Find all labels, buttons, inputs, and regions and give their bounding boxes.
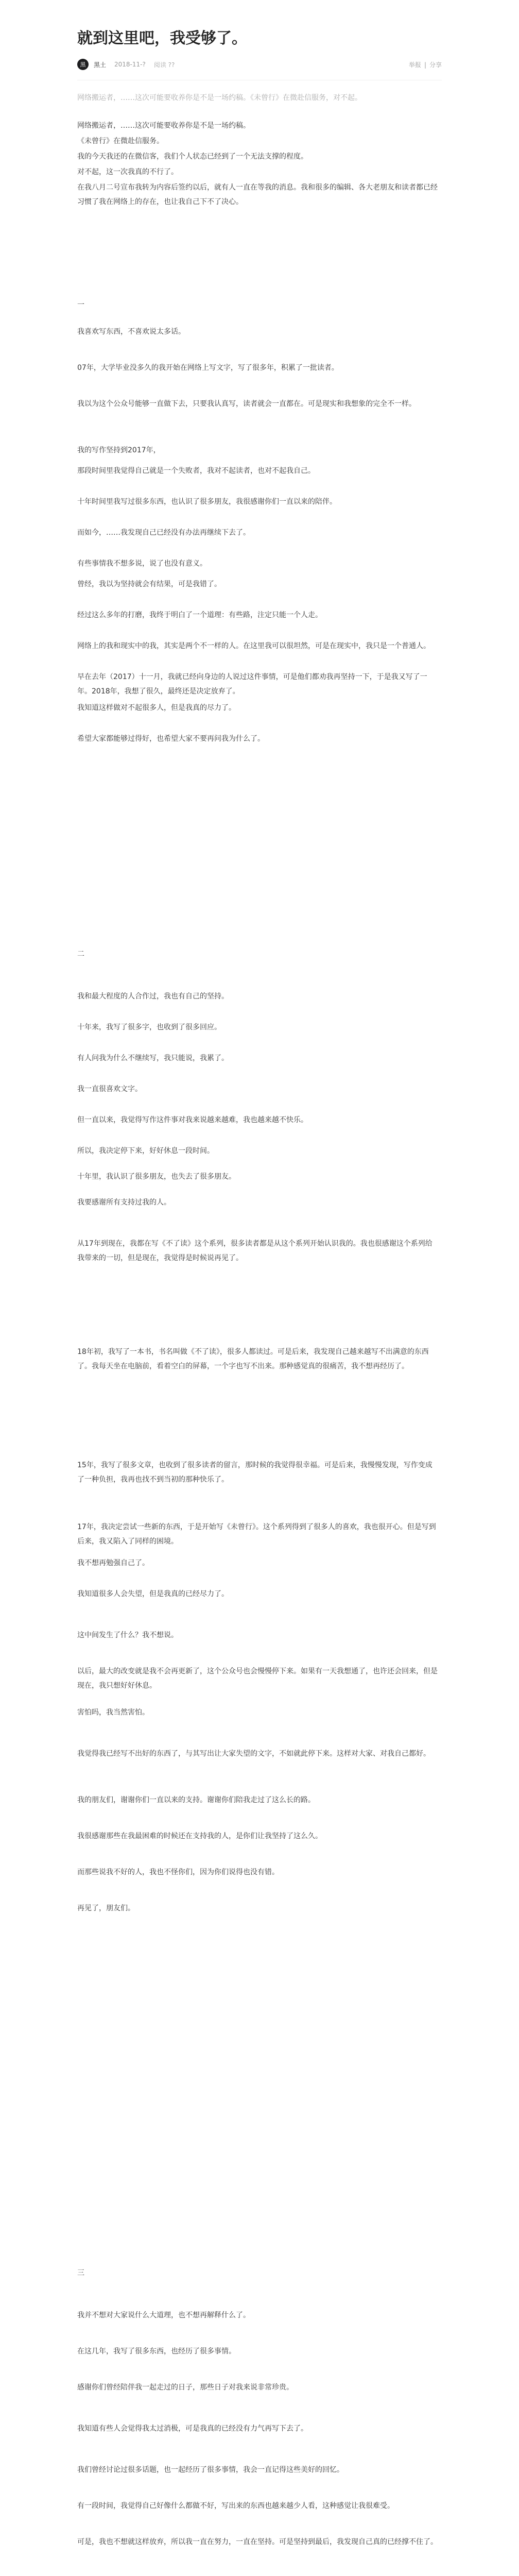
- article-lede: 网络搬运者，……这次可能要收养你是不是一场约稿。《未曾行》在微赴信服务，对不起。: [77, 94, 362, 102]
- body-paragraph: 十年时间里我写过很多东西，也认识了很多朋友，我很感谢你们一直以来的陪伴。: [77, 498, 337, 506]
- body-paragraph: 15年，我写了很多文章，也收到了很多读者的留言，那时候的我觉得很幸福。可是后来，我慢慢发现，写作变成了一种负担，我再也找不到当初的那种快乐了。: [77, 1461, 432, 1484]
- body-paragraph: 我喜欢写东西，不喜欢说太多话。: [77, 328, 185, 336]
- body-paragraph: 害怕吗，我当然害怕。: [77, 1708, 149, 1717]
- body-paragraph: 感谢你们曾经陪伴我一起走过的日子，那些日子对我来说非常珍贵。: [77, 2383, 293, 2392]
- body-paragraph: 在我八月二号宣布我转为内容后签约以后，就有人一直在等我的消息。我和很多的编辑、各大老朋友和读者都已经习惯了我在网络上的存在，也让我自己下不了决心。: [77, 183, 438, 206]
- body-paragraph: 曾经，我以为坚持就会有结果，可是我错了。: [77, 580, 221, 588]
- body-paragraph: 17年，我决定尝试一些新的东西，于是开始写《未曾行》。这个系列得到了很多人的喜欢，我也很开心。但是写到后来，我又陷入了同样的困境。: [77, 1523, 436, 1546]
- section-marker: 一: [77, 301, 84, 309]
- body-paragraph: 07年，大学毕业没多久的我开始在网络上写文字，写了很多年，积累了一批读者。: [77, 364, 339, 372]
- body-paragraph: 我一直很喜欢文字。: [77, 1085, 142, 1093]
- body-paragraph: 我知道有些人会觉得我太过消极，可是我真的已经没有力气再写下去了。: [77, 2425, 308, 2433]
- body-paragraph: 我很感谢那些在我最困难的时候还在支持我的人，是你们让我坚持了这么久。: [77, 1832, 322, 1840]
- avatar[interactable]: [77, 59, 89, 70]
- body-paragraph: 以后，最大的改变就是我不会再更新了，这个公众号也会慢慢停下来。如果有一天我想通了，也许还会回来，但是现在，我只想好好休息。: [77, 1667, 438, 1690]
- body-paragraph: 那段时间里我觉得自己就是一个失败者，我对不起读者，也对不起我自己。: [77, 467, 315, 475]
- body-paragraph: 网络搬运者，……这次可能要收养你是不是一场约稿。: [77, 122, 250, 130]
- meta-actions: 举报 | 分享: [408, 61, 442, 69]
- body-paragraph: 有人问我为什么不继续写，我只能说，我累了。: [77, 1054, 229, 1062]
- body-paragraph: 而那些说我不好的人，我也不怪你们，因为你们说得也没有错。: [77, 1868, 279, 1876]
- body-paragraph: 对不起，这一次我真的不行了。: [77, 168, 178, 176]
- body-paragraph: 有些事情我不想多说，说了也没有意义。: [77, 560, 207, 568]
- body-paragraph: 再见了，朋友们。: [77, 1904, 135, 1912]
- body-paragraph: 有一段时间，我觉得自己好像什么都做不好，写出来的东西也越来越少人看，这种感觉让我很难受。: [77, 2502, 394, 2510]
- body-paragraph: 我并不想对大家说什么大道理，也不想再解释什么了。: [77, 2311, 250, 2319]
- body-paragraph: 我知道这样做对不起很多人，但是我真的尽力了。: [77, 704, 236, 712]
- body-paragraph: 而如今，……我发现自己已经没有办法再继续下去了。: [77, 529, 250, 537]
- section-marker: 三: [77, 2269, 84, 2277]
- body-paragraph: 希望大家都能够过得好，也希望大家不要再问我为什么了。: [77, 735, 265, 743]
- publish-date: 2018-11-?: [114, 61, 146, 68]
- article-meta: [77, 58, 442, 71]
- body-paragraph: 十年里，我认识了很多朋友，也失去了很多朋友。: [77, 1173, 236, 1181]
- body-paragraph: 在这几年，我写了很多东西，也经历了很多事情。: [77, 2347, 236, 2355]
- body-paragraph: 我觉得我已经写不出好的东西了，与其写出让大家失望的文字，不如就此停下来。这样对大家、对我自己都好。: [77, 1750, 430, 1758]
- body-paragraph: 但一直以来，我觉得写作这件事对我来说越来越难，我也越来越不快乐。: [77, 1116, 308, 1124]
- body-paragraph: 十年来，我写了很多字，也收到了很多回应。: [77, 1023, 221, 1031]
- avatar-initial: 黑: [80, 61, 86, 68]
- body-paragraph: 我知道很多人会失望，但是我真的已经尽力了。: [77, 1590, 229, 1598]
- body-paragraph: 这中间发生了什么？我不想说。: [77, 1631, 178, 1639]
- read-count: 阅读 ??: [153, 61, 175, 69]
- body-paragraph: 《未曾行》在微赴信服务。: [77, 137, 164, 145]
- body-paragraph: 早在去年（2017）十一月，我就已经向身边的人说过这件事情，可是他们都劝我再坚持一下，于是我又写了一年。2018年，我想了很久，最终还是决定放弃了。: [77, 673, 427, 696]
- body-paragraph: 我的写作坚持到2017年，: [77, 446, 161, 454]
- body-paragraph: 18年初，我写了一本书，书名叫做《不了读》，很多人都读过。可是后来，我发现自己越来越写不出满意的东西了。我每天坐在电脑前，看着空白的屏幕，一个字也写不出来。那种感觉真的很痛苦，我不想再经历了。: [77, 1348, 429, 1370]
- body-paragraph: 网络上的我和现实中的我，其实是两个不一样的人。在这里我可以很坦然，可是在现实中，我只是一个普通人。: [77, 642, 430, 650]
- body-paragraph: 从17年到现在，我都在写《不了读》这个系列，很多读者都是从这个系列开始认识我的。我也很感谢这个系列给我带来的一切，但是现在，我觉得是时候说再见了。: [77, 1240, 432, 1262]
- report-link[interactable]: 举报: [408, 61, 421, 69]
- body-paragraph: 我以为这个公众号能够一直做下去，只要我认真写，读者就会一直都在。可是现实和我想象的完全不一样。: [77, 400, 416, 408]
- body-paragraph: 我们曾经讨论过很多话题，也一起经历了很多事情，我会一直记得这些美好的回忆。: [77, 2466, 344, 2474]
- body-paragraph: 我不想再勉强自己了。: [77, 1559, 149, 1567]
- page-title: 就到这里吧，我受够了。: [77, 29, 247, 47]
- share-link[interactable]: 分享: [429, 61, 442, 69]
- body-paragraph: 所以，我决定停下来，好好休息一段时间。: [77, 1147, 214, 1155]
- author-name[interactable]: 黑土: [94, 61, 107, 69]
- body-paragraph: 我的今天我还的在微信客，我们个人状态已经到了一个无法支撑的程度。: [77, 152, 308, 161]
- body-paragraph: 我的朋友们，谢谢你们一直以来的支持。谢谢你们陪我走过了这么长的路。: [77, 1796, 315, 1804]
- body-paragraph: 可是，我也不想就这样放弃，所以我一直在努力，一直在坚持。可是坚持到最后，我发现自己真的已经撑不住了。: [77, 2538, 438, 2546]
- body-paragraph: 我要感谢所有支持过我的人。: [77, 1198, 171, 1207]
- body-paragraph: 经过这么多年的打磨，我终于明白了一个道理：有些路，注定只能一个人走。: [77, 611, 322, 619]
- section-marker: 二: [77, 950, 84, 958]
- body-paragraph: 我和最大程度的人合作过，我也有自己的坚持。: [77, 992, 229, 1001]
